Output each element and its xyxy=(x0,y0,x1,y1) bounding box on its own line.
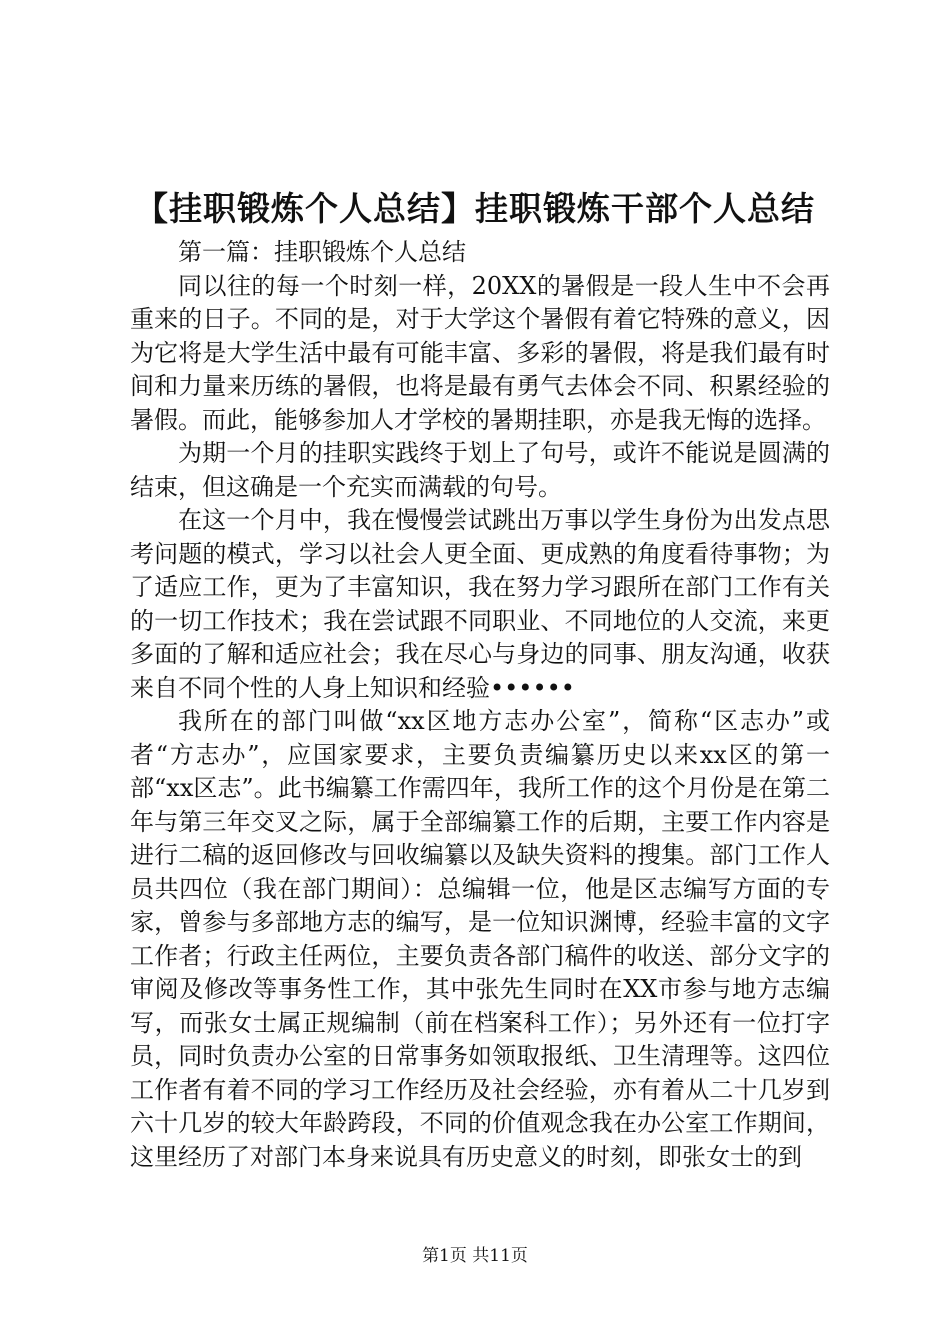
page-number-footer: 第1页 共11页 xyxy=(422,1246,528,1266)
section-heading: 第一篇：挂职锻炼个人总结 xyxy=(178,238,466,266)
document-body xyxy=(130,236,830,1174)
paragraph-1: 同以往的每一个时刻一样，20XX的暑假是一段人生中不会再重来的日子。不同的是，对于大学这个暑假有着它特殊的意义，因为它将是大学生活中最有可能丰富、多彩的暑假，将是我们最有时间和力量来历练的暑假，也将是最有勇气去体会不同、积累经验的暑假。而此，能够参加人才学校的暑期挂职，亦是我无悔的选择。 xyxy=(130,271,830,434)
paragraph-2: 为期一个月的挂职实践终于划上了句号，或许不能说是圆满的结束，但这确是一个充实而满载的句号。 xyxy=(130,439,830,501)
document-title: 【挂职锻炼个人总结】挂职锻炼干部个人总结 xyxy=(135,189,815,228)
paragraph-3: 在这一个月中，我在慢慢尝试跳出万事以学生身份为出发点思考问题的模式，学习以社会人更全面、更成熟的角度看待事物；为了适应工作，更为了丰富知识，我在努力学习跟所在部门工作有关的一切工作技术；我在尝试跟不同职业、不同地位的人交流，来更多面的了解和适应社会；我在尽心与身边的同事、朋友沟通，收获来自不同个性的人身上知识和经验•••••• xyxy=(130,506,830,702)
paragraph-4: 我所在的部门叫做“xx区地方志办公室”，简称“区志办”或者“方志办”，应国家要求，主要负责编纂历史以来xx区的第一部“xx区志”。此书编纂工作需四年，我所工作的这个月份是在第二年与第三年交叉之际，属于全部编纂工作的后期，主要工作内容是进行二稿的返回修改与回收编纂以及缺失资料的搜集。部门工作人员共四位（我在部门期间）：总编辑一位，他是区志编写方面的专家，曾参与多部地方志的编写，是一位知识渊博，经验丰富的文字工作者；行政主任两位，主要负责各部门稿件的收送、部分文字的审阅及修改等事务性工作，其中张先生同时在XX市参与地方志编写，而张女士属正规编制（前在档案科工作）；另外还有一位打字员，同时负责办公室的日常事务如领取报纸、卫生清理等。这四位工作者有着不同的学习工作经历及社会经验，亦有着从二十几岁到六十几岁的较大年龄跨段，不同的价值观念我在办公室工作期间，这里经历了对部门本身来说具有历史意义的时刻，即张女士的到 xyxy=(130,707,830,1171)
